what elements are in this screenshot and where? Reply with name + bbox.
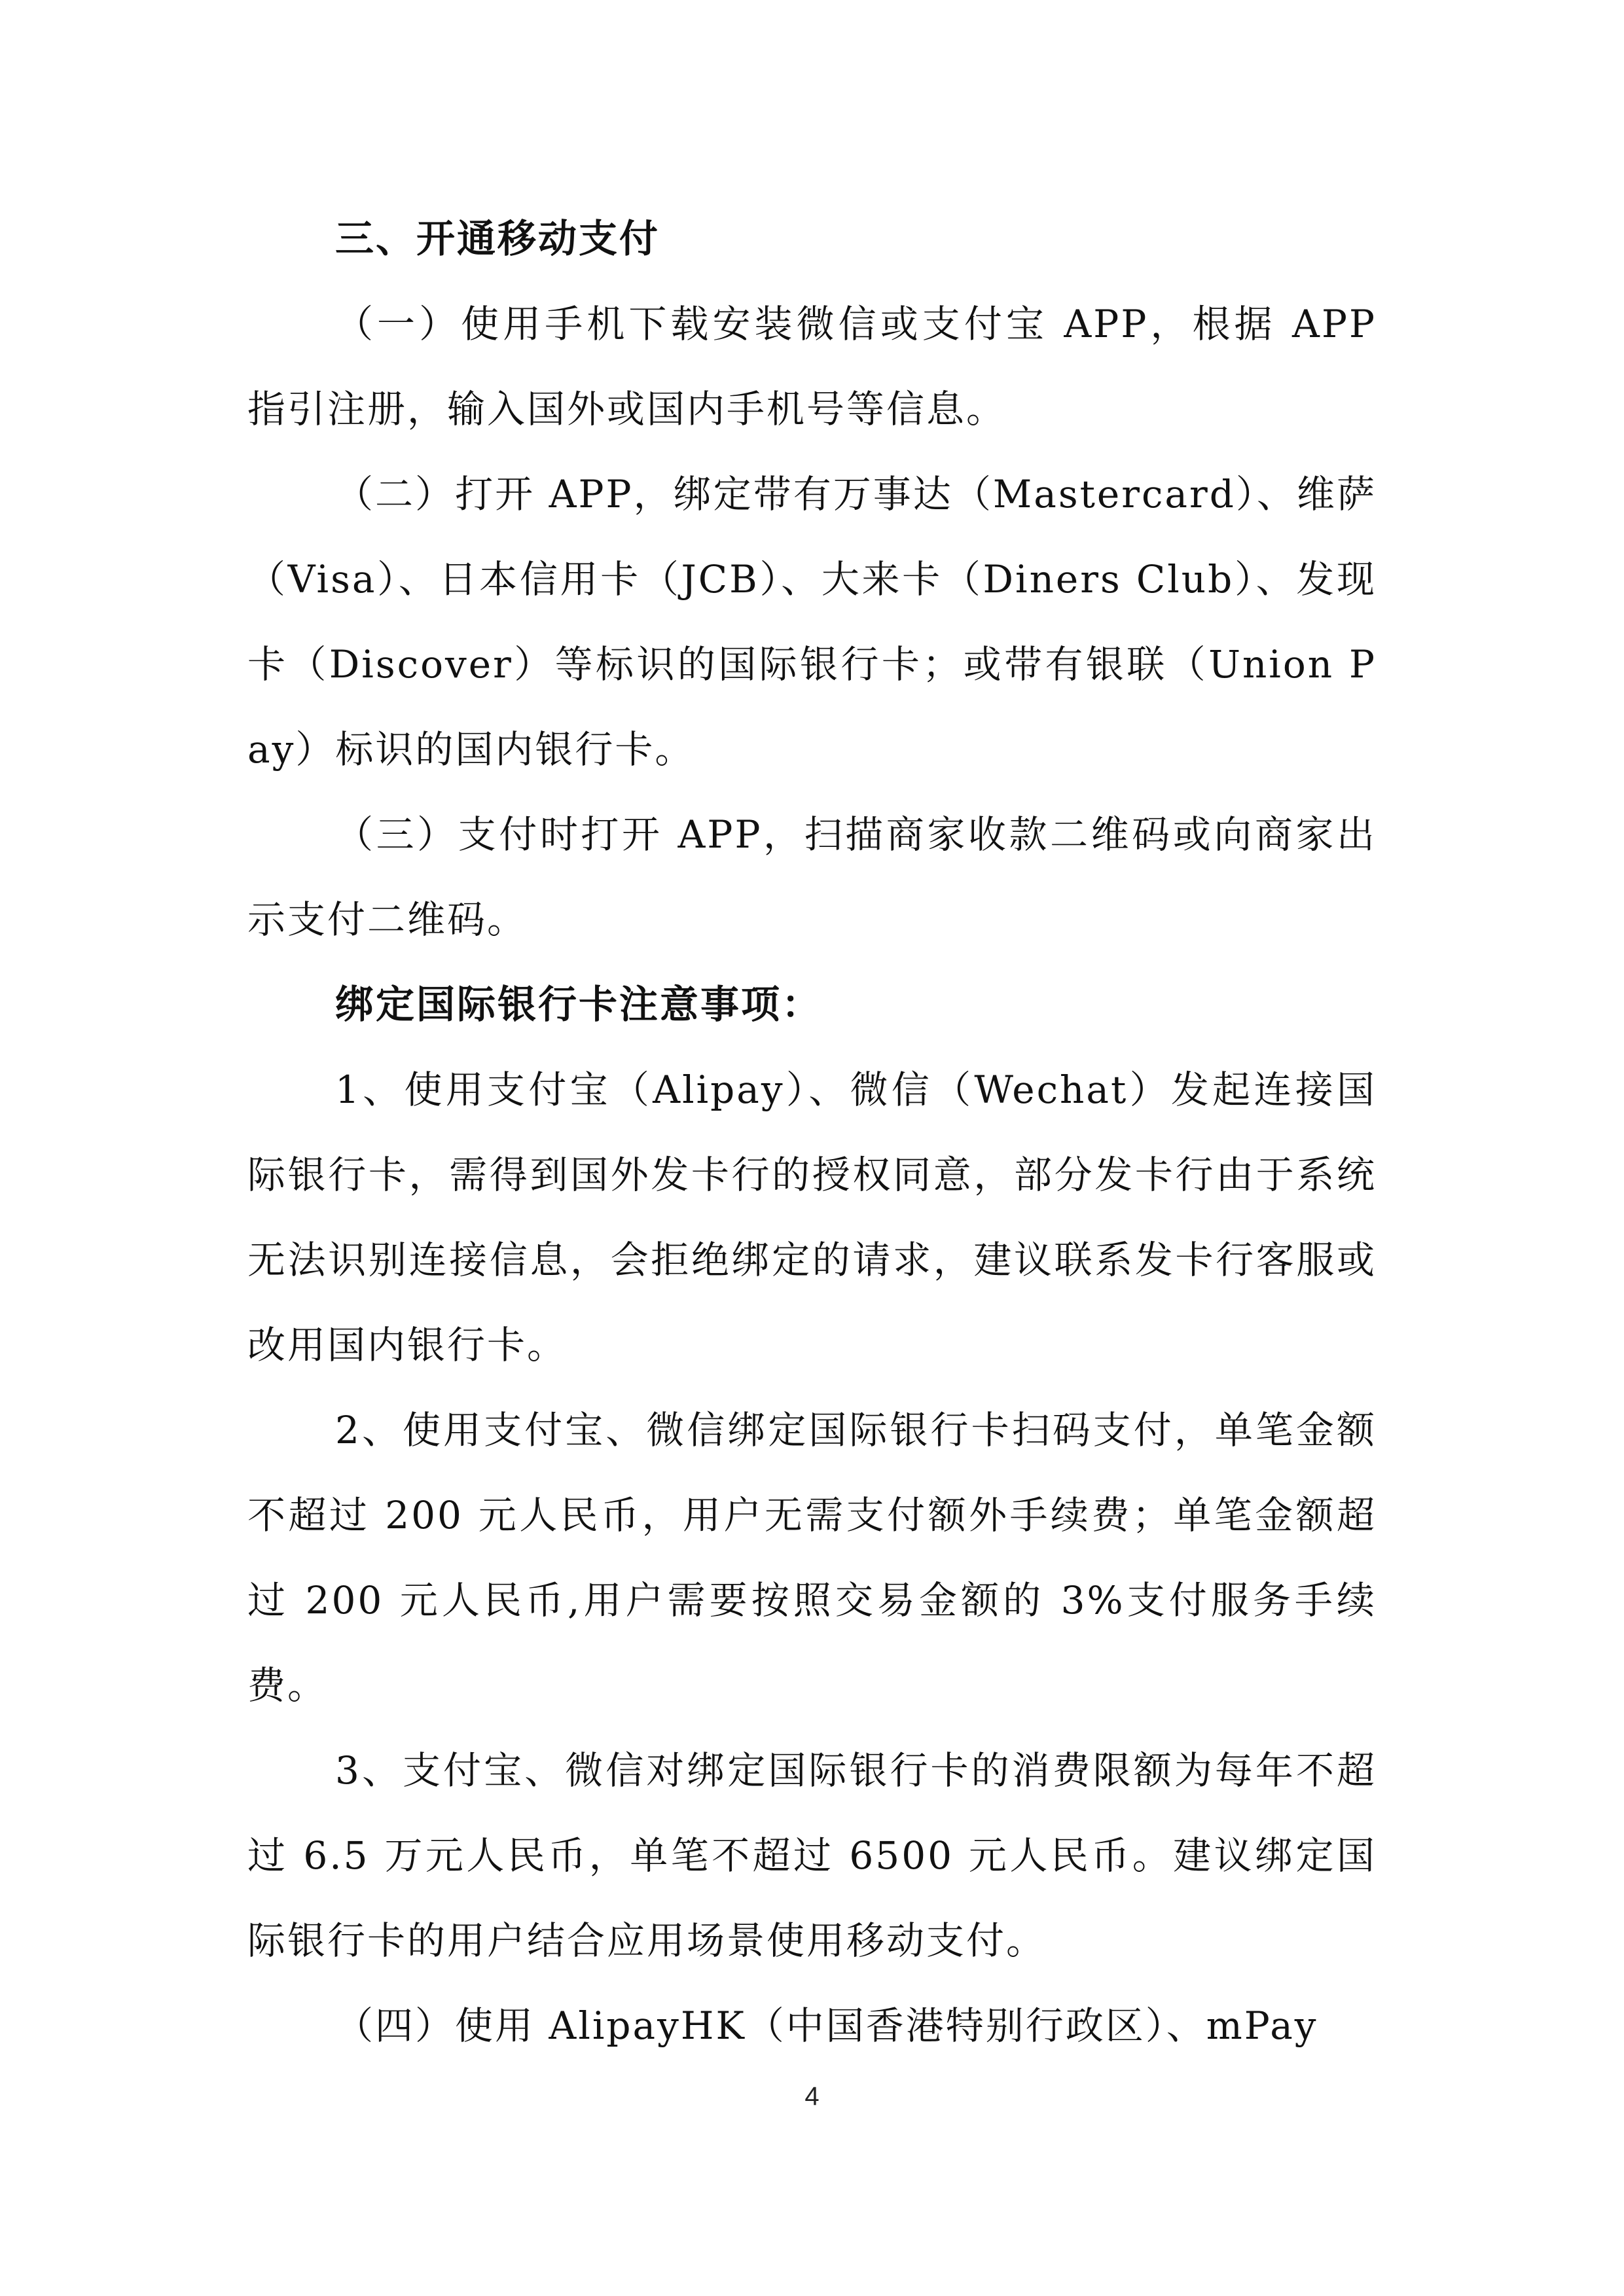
- paragraph-alipayhk: （四）使用 AlipayHK（中国香港特别行政区）、mPay: [335, 2003, 1318, 2048]
- page-number: 4: [804, 2082, 820, 2111]
- notes-heading: 绑定国际银行卡注意事项：: [335, 982, 823, 1027]
- note-fees: 2、使用支付宝、微信绑定国际银行卡扫码支付，单笔金额不超过 200 元人民币，用户无需支付额外手续费；单笔金额超过 200 元人民币,用户需要按照交易金额的 3%支付服务手续费。: [247, 1408, 1377, 1708]
- section-heading: 三、开通移动支付: [335, 216, 660, 261]
- paragraph-download-app: （一）使用手机下载安装微信或支付宝 APP，根据 APP 指引注册，输入国外或国内手机号等信息。: [247, 302, 1377, 431]
- note-limits: 3、支付宝、微信对绑定国际银行卡的消费限额为每年不超过 6.5 万元人民币，单笔不超过 6500 元人民币。建议绑定国际银行卡的用户结合应用场景使用移动支付。: [247, 1748, 1377, 1963]
- page-body: [247, 196, 1377, 2068]
- note-authorization: 1、使用支付宝（Alipay）、微信（Wechat）发起连接国际银行卡，需得到国外发卡行的授权同意，部分发卡行由于系统无法识别连接信息，会拒绝绑定的请求，建议联系发卡行客服或改用国内银行卡。: [247, 1067, 1377, 1367]
- paragraph-bind-cards: （二）打开 APP，绑定带有万事达（Mastercard）、维萨（Visa）、日本信用卡（JCB）、大来卡（Diners Club）、发现卡（Discover）等标识的国际银行卡；或带有银联（Union Pay）标识的国内银行卡。: [247, 472, 1377, 772]
- paragraph-scan-qr: （三）支付时打开 APP，扫描商家收款二维码或向商家出示支付二维码。: [247, 812, 1377, 942]
